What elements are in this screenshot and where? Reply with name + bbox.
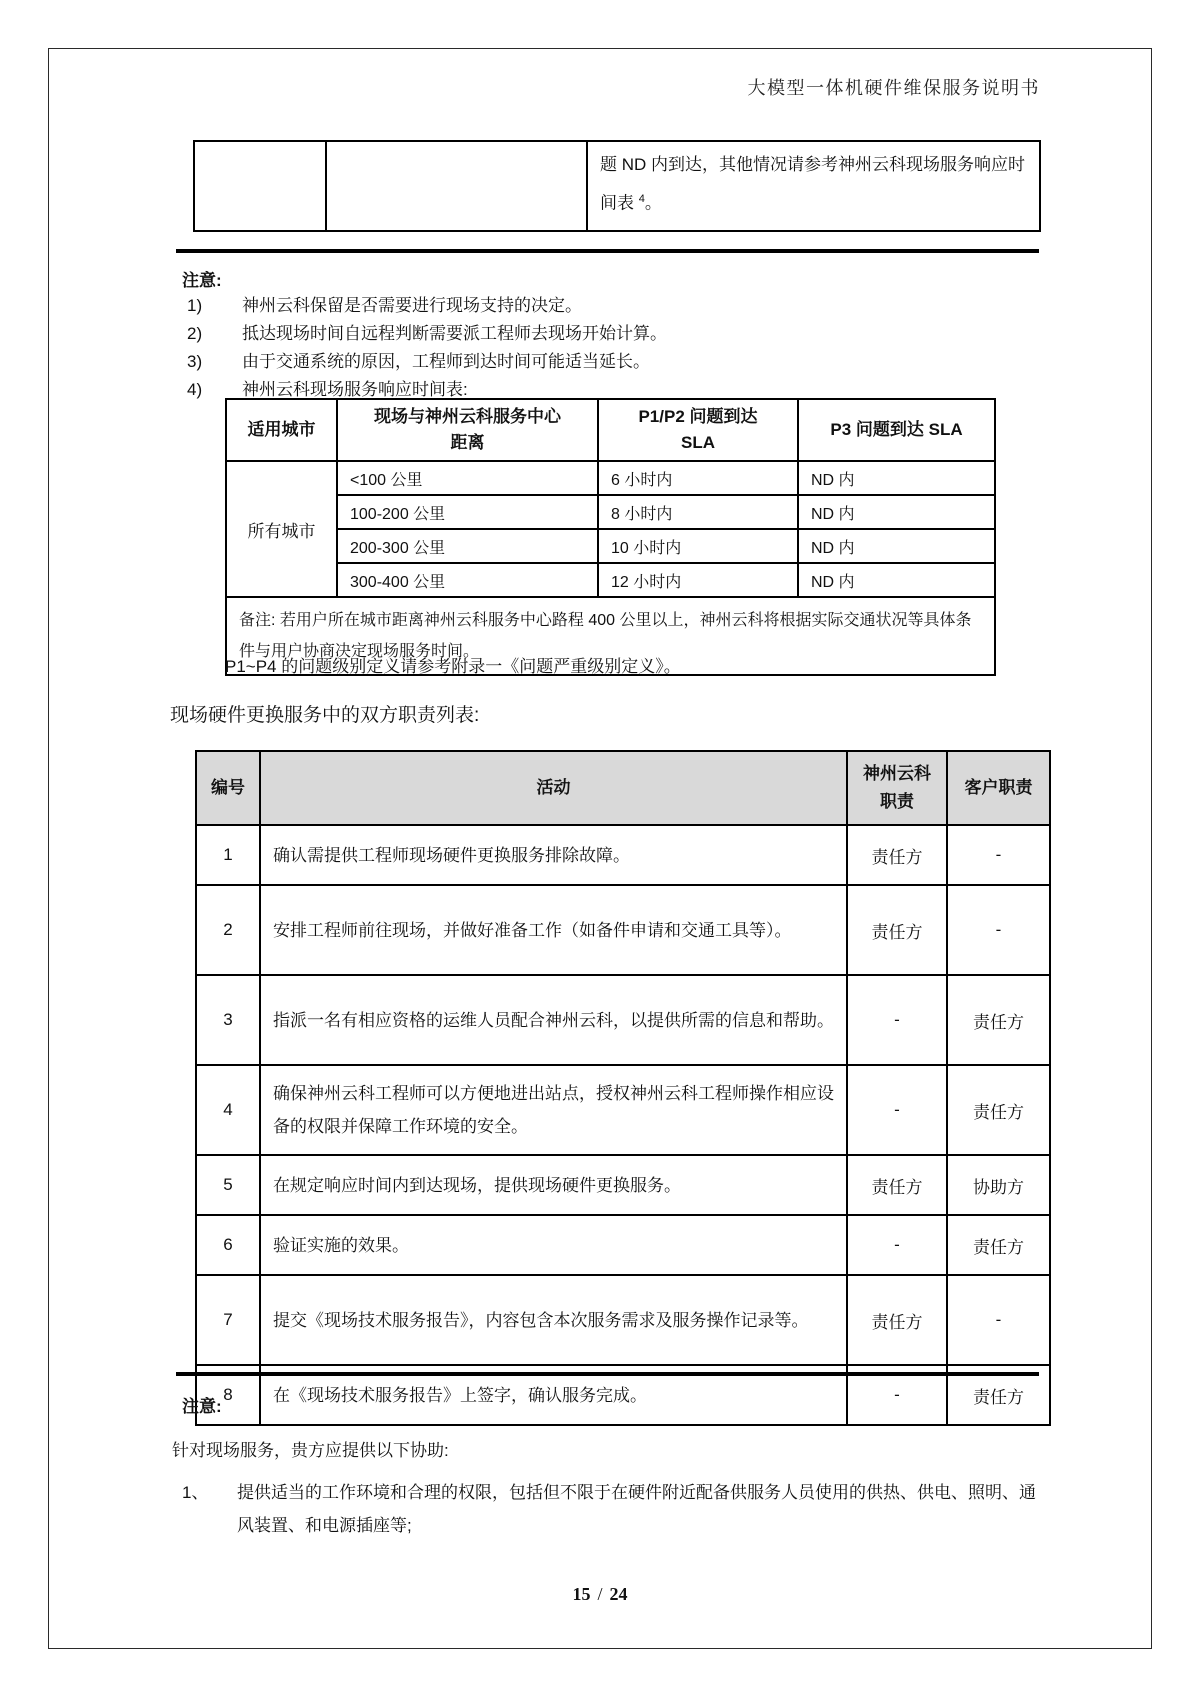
assist-item (182, 1476, 1042, 1542)
resp-activity-cell: 安排工程师前往现场，并做好准备工作（如备件申请和交通工具等）。 (260, 885, 847, 975)
sla-header-distance-line2: 距离 (450, 433, 485, 452)
responsibilities-heading: 现场硬件更换服务中的双方职责列表: (170, 705, 480, 726)
sla-p12-cell: 6 小时内 (598, 461, 798, 495)
resp-header-vendor (847, 751, 947, 825)
sla-row (226, 461, 995, 495)
footer-page-total: 24 (609, 1584, 628, 1604)
resp-vendor-cell: 责任方 (847, 1155, 947, 1215)
continuation-text-end: 。 (644, 193, 662, 213)
sla-p12-cell: 10 小时内 (598, 529, 798, 563)
sla-header-city: 适用城市 (226, 399, 337, 461)
note1-item-number: 1) (187, 296, 203, 315)
resp-vendor-cell: - (847, 1215, 947, 1275)
continuation-table (193, 140, 1041, 232)
continuation-text-cell (587, 141, 1040, 231)
sla-distance-cell: 100-200 公里 (337, 495, 598, 529)
sla-p3-cell: ND 内 (798, 529, 995, 563)
resp-header-row (196, 751, 1050, 825)
sla-row (226, 495, 995, 529)
resp-activity-cell: 在规定响应时间内到达现场，提供现场硬件更换服务。 (260, 1155, 847, 1215)
responsibilities-table (195, 750, 1051, 1426)
resp-vendor-cell: - (847, 1365, 947, 1425)
note1-heading: 注意: (182, 271, 222, 290)
resp-customer-cell: - (947, 825, 1050, 885)
continuation-text: 题 ND 内到达，其他情况请参考神州云科现场服务响应时间表 (600, 155, 1025, 213)
sla-p12-cell: 8 小时内 (598, 495, 798, 529)
resp-customer-cell: - (947, 885, 1050, 975)
resp-row (196, 975, 1050, 1065)
sla-distance-cell: <100 公里 (337, 461, 598, 495)
resp-vendor-cell: 责任方 (847, 1275, 947, 1365)
resp-header-vendor-line2: 职责 (880, 792, 914, 811)
note1-item-text: 神州云科保留是否需要进行现场支持的决定。 (242, 296, 582, 315)
resp-vendor-cell: 责任方 (847, 885, 947, 975)
footer-separator: / (597, 1584, 603, 1604)
resp-no-cell: 2 (196, 885, 260, 975)
sla-header-p12 (598, 399, 798, 461)
p1p4-definition-note: P1~P4 的问题级别定义请参考附录一《问题严重级别定义》。 (225, 657, 681, 676)
section-divider-bottom (176, 1372, 1039, 1376)
resp-customer-cell: 责任方 (947, 1215, 1050, 1275)
sla-response-table (225, 398, 996, 676)
resp-customer-cell: 责任方 (947, 975, 1050, 1065)
resp-no-cell: 6 (196, 1215, 260, 1275)
resp-customer-cell: 责任方 (947, 1065, 1050, 1155)
note1-item-number: 4) (187, 380, 203, 399)
footnote-marker: 4 (638, 193, 645, 205)
resp-header-customer: 客户职责 (947, 751, 1050, 825)
continuation-empty-cell-2 (326, 141, 587, 231)
resp-no-cell: 1 (196, 825, 260, 885)
resp-customer-cell: 协助方 (947, 1155, 1050, 1215)
assist-item-text: 提供适当的工作环境和合理的权限，包括但不限于在硬件附近配备供服务人员使用的供热、供电、照明、通风装置、和电源插座等; (237, 1483, 1036, 1535)
note2-intro: 针对现场服务，贵方应提供以下协助: (172, 1441, 449, 1460)
sla-header-distance-line1: 现场与神州云科服务中心 (374, 407, 561, 426)
note1-item-text: 由于交通系统的原因，工程师到达时间可能适当延长。 (242, 352, 650, 371)
sla-p3-cell: ND 内 (798, 461, 995, 495)
sla-p12-cell: 12 小时内 (598, 563, 798, 597)
sla-row (226, 529, 995, 563)
resp-customer-cell: 责任方 (947, 1365, 1050, 1425)
sla-remark-cell: 备注: 若用户所在城市距离神州云科服务中心路程 400 公里以上，神州云科将根据实际交通状况等具体条件与用户协商决定现场服务时间。 (226, 597, 995, 675)
sla-distance-cell: 200-300 公里 (337, 529, 598, 563)
note1-list (187, 294, 667, 406)
resp-activity-cell: 提交《现场技术服务报告》，内容包含本次服务需求及服务操作记录等。 (260, 1275, 847, 1365)
resp-activity-cell: 确保神州云科工程师可以方便地进出站点，授权神州云科工程师操作相应设备的权限并保障工作环境的安全。 (260, 1065, 847, 1155)
resp-header-activity: 活动 (260, 751, 847, 825)
resp-row (196, 1275, 1050, 1365)
resp-row (196, 885, 1050, 975)
resp-row (196, 1155, 1050, 1215)
note1-item-number: 3) (187, 352, 203, 371)
resp-header-vendor-line1: 神州云科 (863, 764, 931, 783)
resp-activity-cell: 验证实施的效果。 (260, 1215, 847, 1275)
note2-heading: 注意: (182, 1397, 222, 1416)
footer-page-current: 15 (572, 1584, 591, 1604)
resp-vendor-cell: - (847, 975, 947, 1065)
sla-p3-cell: ND 内 (798, 495, 995, 529)
note1-item-number: 2) (187, 324, 203, 343)
resp-no-cell: 7 (196, 1275, 260, 1365)
sla-header-p12-line2: SLA (681, 433, 715, 452)
resp-row (196, 825, 1050, 885)
assist-item-number: 1、 (182, 1483, 209, 1502)
page-footer (0, 1584, 1200, 1605)
sla-header-p3: P3 问题到达 SLA (798, 399, 995, 461)
note1-item (187, 350, 667, 378)
note1-item-text: 神州云科现场服务响应时间表: (242, 380, 468, 399)
note1-item (187, 322, 667, 350)
resp-activity-cell: 在《现场技术服务报告》上签字，确认服务完成。 (260, 1365, 847, 1425)
sla-header-p12-line1: P1/P2 问题到达 (638, 407, 758, 426)
sla-city-cell: 所有城市 (226, 461, 337, 597)
resp-no-cell: 4 (196, 1065, 260, 1155)
note1-item-text: 抵达现场时间自远程判断需要派工程师去现场开始计算。 (242, 324, 667, 343)
sla-row (226, 563, 995, 597)
resp-no-cell: 3 (196, 975, 260, 1065)
resp-activity-cell: 指派一名有相应资格的运维人员配合神州云科，以提供所需的信息和帮助。 (260, 975, 847, 1065)
continuation-empty-cell-1 (194, 141, 326, 231)
sla-header-row (226, 399, 995, 461)
page-header-title: 大模型一体机硬件维保服务说明书 (747, 78, 1040, 98)
sla-header-distance (337, 399, 598, 461)
resp-customer-cell: - (947, 1275, 1050, 1365)
sla-distance-cell: 300-400 公里 (337, 563, 598, 597)
resp-vendor-cell: - (847, 1065, 947, 1155)
resp-row (196, 1065, 1050, 1155)
section-divider-top (176, 249, 1039, 253)
resp-vendor-cell: 责任方 (847, 825, 947, 885)
resp-activity-cell: 确认需提供工程师现场硬件更换服务排除故障。 (260, 825, 847, 885)
note1-item (187, 294, 667, 322)
resp-header-no: 编号 (196, 751, 260, 825)
resp-no-cell: 5 (196, 1155, 260, 1215)
sla-p3-cell: ND 内 (798, 563, 995, 597)
resp-no-cell: 8 (196, 1365, 260, 1425)
resp-row (196, 1215, 1050, 1275)
